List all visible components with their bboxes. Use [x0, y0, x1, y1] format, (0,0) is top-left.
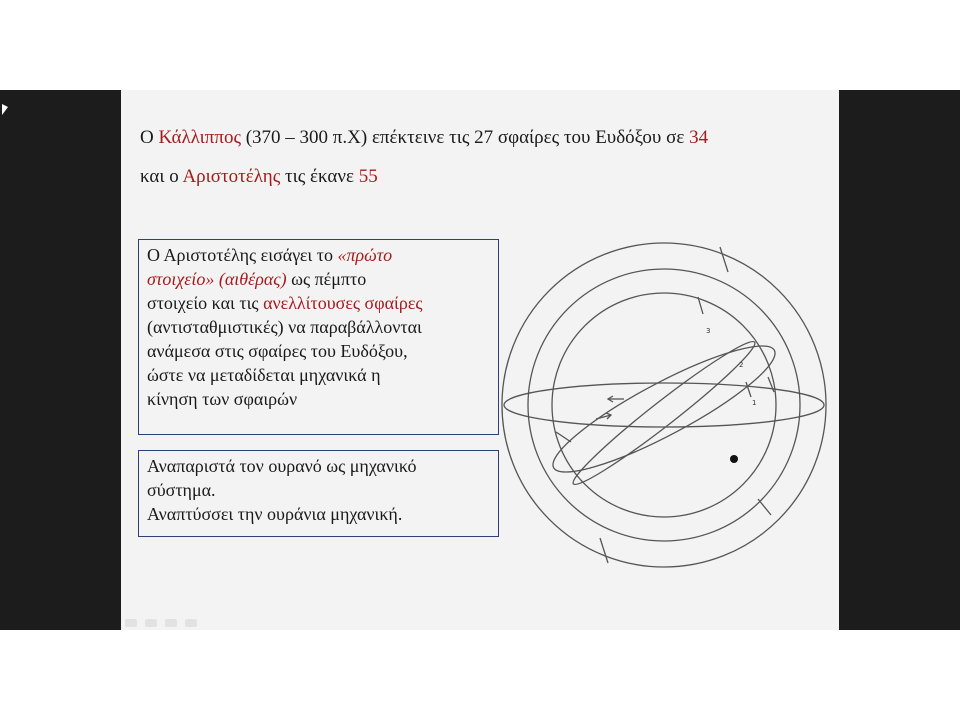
title-text: και ο	[140, 166, 183, 187]
ring-tick	[600, 538, 608, 563]
box1-line-3	[147, 291, 490, 315]
box2-line-3: Αναπτύσσει την ουράνια μηχανική.	[147, 504, 403, 524]
first-element-term: «πρώτο	[337, 245, 393, 265]
ring-tick	[758, 499, 771, 515]
presentation-slide	[121, 90, 839, 630]
box1-line-7: κίνηση των σφαιρών	[147, 389, 298, 409]
celestial-spheres-diagram	[496, 237, 836, 577]
sphere-count-34: 34	[689, 127, 709, 148]
box1-text: στοιχείο και τις	[147, 293, 264, 313]
sphere-label-2: 2	[739, 361, 744, 369]
box1-line-4: (αντισταθμιστικές) να παραβάλλονται	[147, 317, 422, 337]
slide-menu-icon[interactable]	[165, 619, 177, 627]
box1-line-1	[147, 243, 490, 267]
aether-term: στοιχείο» (αιθέρας)	[147, 269, 287, 289]
next-slide-icon[interactable]	[185, 619, 197, 627]
previous-slide-icon[interactable]	[125, 619, 137, 627]
slide-title-line-2	[140, 166, 378, 188]
title-text: (370 – 300 π.Χ) επέκτεινε τις 27 σφαίρες του Ευδόξου σε	[240, 127, 690, 148]
sphere-label-1: 1	[752, 399, 757, 407]
callippus-name: Κάλλιππος	[158, 127, 241, 148]
sphere-count-55: 55	[358, 166, 378, 187]
box1-line-5: ανάμεσα στις σφαίρες του Ευδόξου,	[147, 341, 408, 361]
pen-icon[interactable]	[145, 619, 157, 627]
title-text: Ο	[140, 127, 159, 148]
slide-toolbar	[125, 612, 205, 631]
box2-line-1: Αναπαριστά τον ουρανό ως μηχανικό	[147, 456, 417, 476]
title-text: τις έκανε	[280, 166, 359, 187]
box1-text: Ο Αριστοτέλης εισάγει το	[147, 245, 338, 265]
mechanics-text-box	[138, 450, 499, 537]
middle-sphere	[552, 293, 776, 517]
ring-tick	[720, 247, 728, 272]
sphere-label-3: 3	[706, 327, 711, 335]
box1-line-2	[147, 267, 490, 291]
aether-text-box	[138, 239, 499, 435]
slide-title-line-1	[140, 127, 708, 149]
aristotle-name: Αριστοτέλης	[182, 166, 281, 187]
box2-line-2: σύστημα.	[147, 480, 216, 500]
box1-text: ως πέμπτο	[286, 269, 367, 289]
box1-line-6: ώστε να μεταδίδεται μηχανικά η	[147, 365, 381, 385]
unrolling-spheres-term: ανελλίτουσες σφαίρες	[263, 293, 423, 313]
earth-point	[730, 455, 738, 463]
mouse-cursor-icon	[2, 104, 8, 115]
outer-ring-outer	[502, 243, 826, 567]
inclined-ellipse-2	[566, 333, 762, 494]
